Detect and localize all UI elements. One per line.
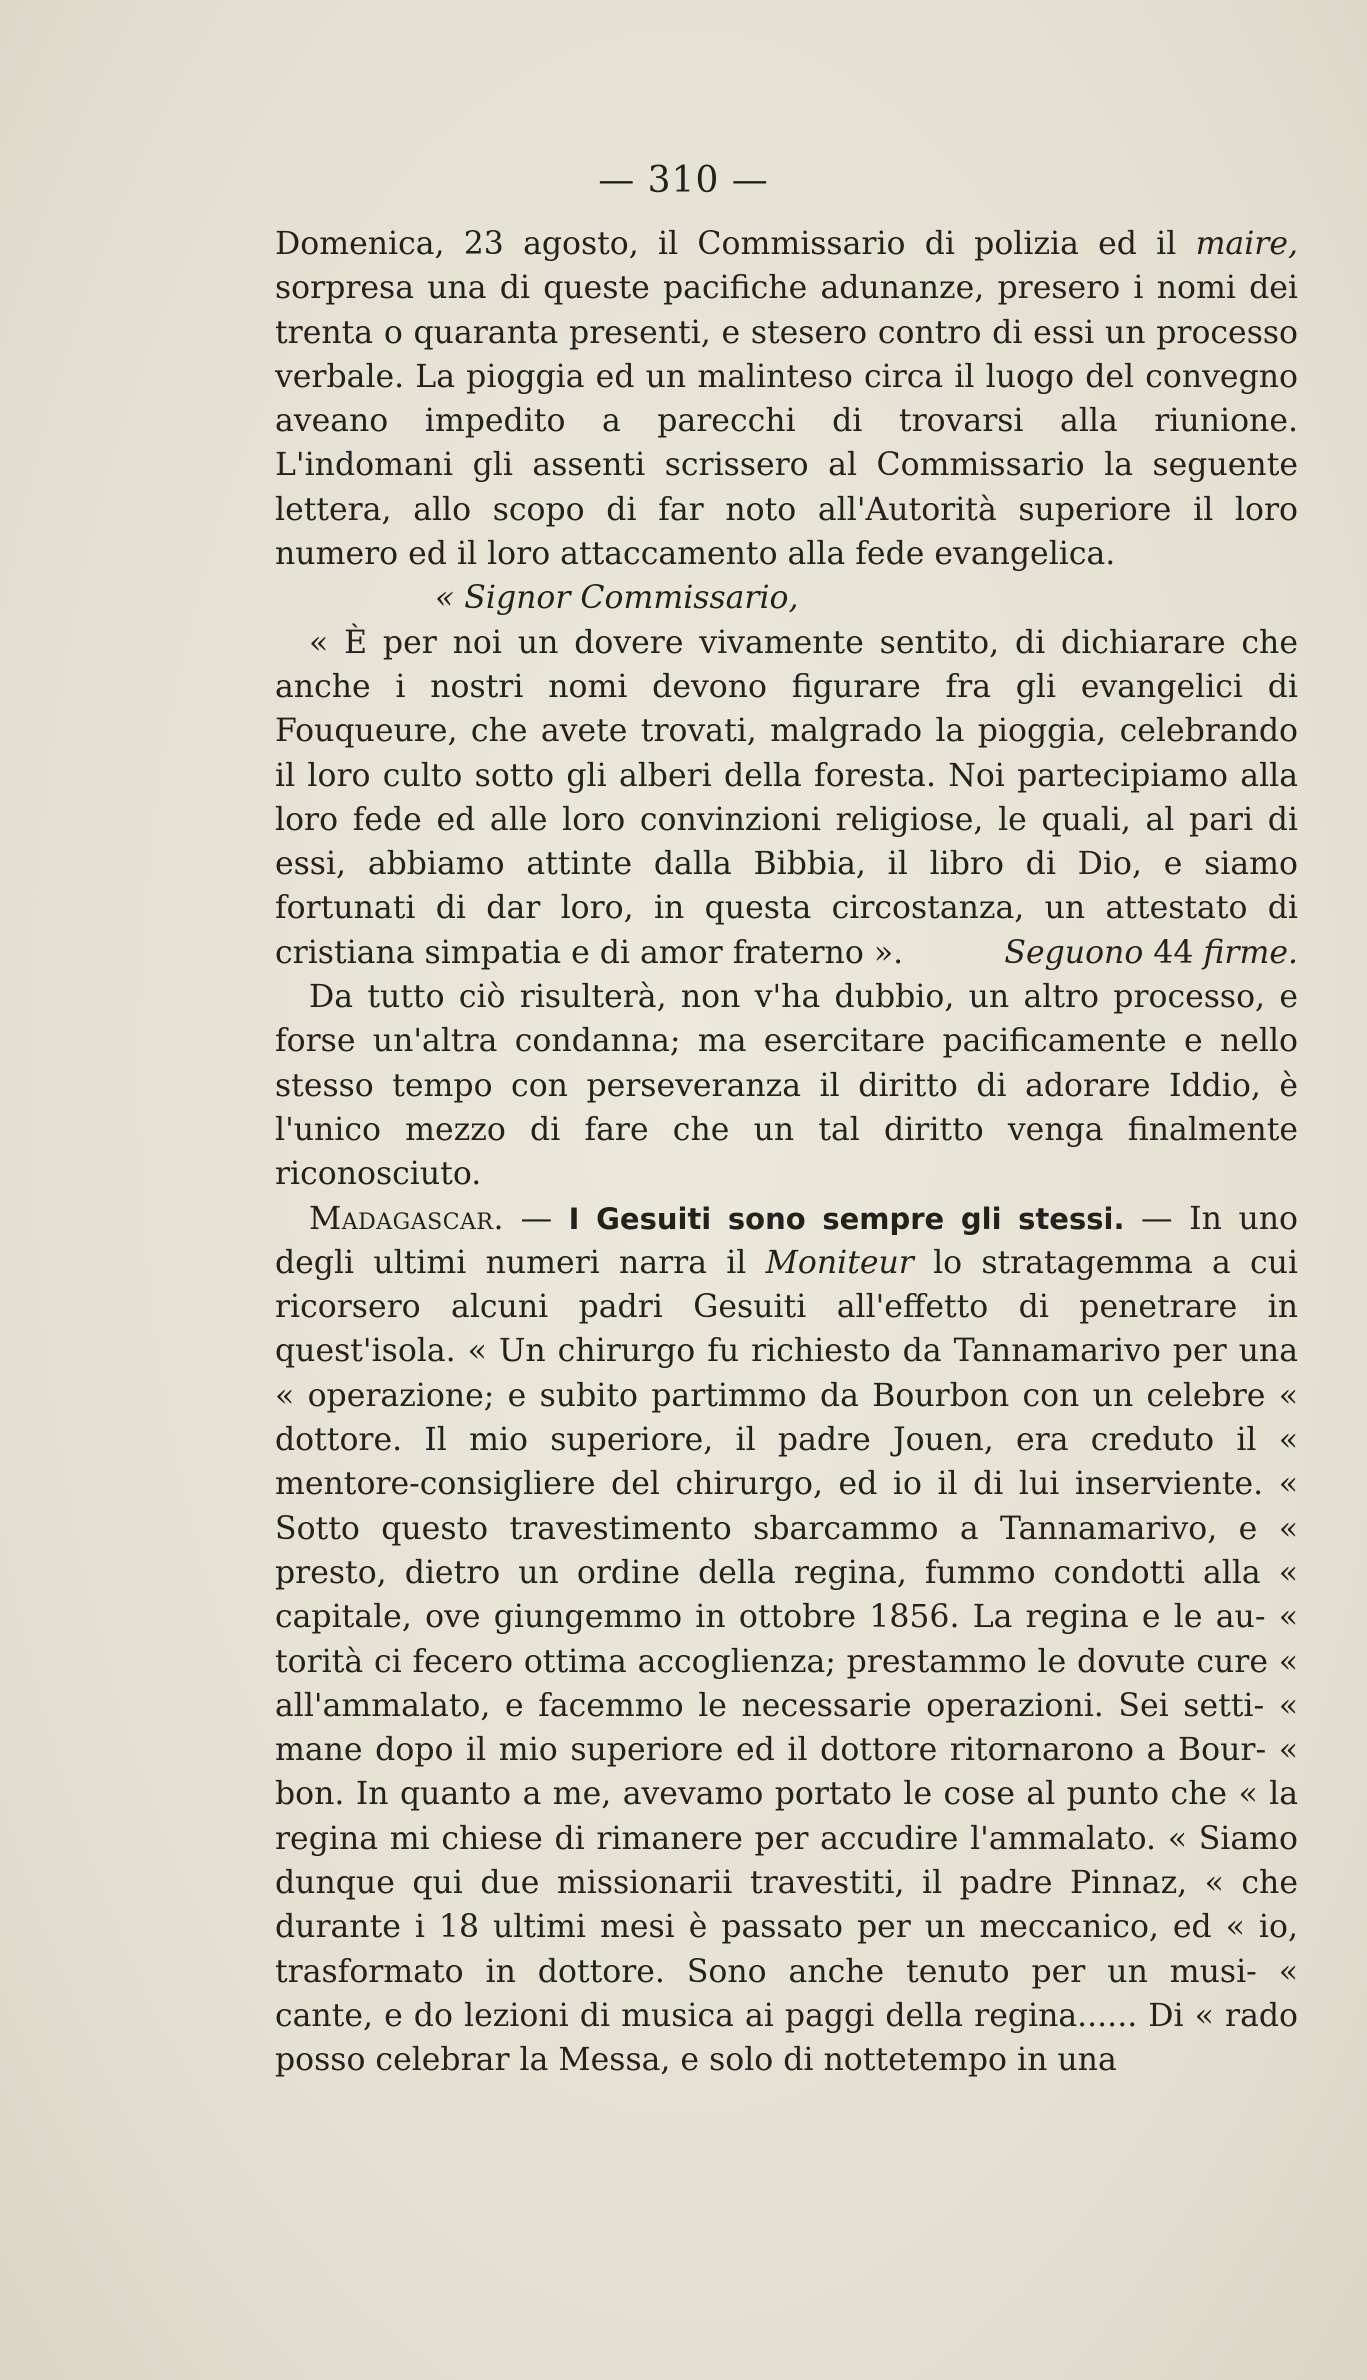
page-body xyxy=(275,222,1298,2082)
page-number: — 310 — xyxy=(598,160,769,201)
paragraph-4-text-b: lo stratagemma a cui ricorsero alcuni padri Gesuiti all'effetto di penetrare in quest'isola. « Un chirurgo fu richiesto da Tannamarivo per una « operazione; e subito partimmo da Bourbon con un celebre « dottore. Il mio superiore, il padre Jouen, era creduto il « mentore-consigliere del chirurgo, ed io il di lui inserviente. « Sotto questo travestimento sbarcammo a Tannamarivo, e « presto, dietro un ordine della regina, fummo condotti alla « capitale, ove giungemmo in ottobre 1856. La regina e le au- « torità ci fecero ottima accoglienza; prestammo le dovute cure « all'ammalato, e facemmo le necessarie operazioni. Sei setti- « mane dopo il mio superiore ed il dottore ritornarono a Bour- « bon. In quanto a me, avevamo portato le cose al punto che « la regina mi chiese di rimanere per accudire l'ammalato. « Siamo dunque qui due missionarii travestiti, il padre Pinnaz, « che durante i 18 ultimi mesi è passato per un meccanico, ed « io, trasformato in dottore. Sono anche tenuto per un musi- « cante, e do lezioni di musica ai paggi della regina...... Di « rado posso celebrar la Messa, e solo di nottetempo in una xyxy=(275,1244,1298,2079)
letter-body xyxy=(275,621,1298,975)
signature-italic: Seguono xyxy=(1004,934,1144,971)
paragraph-4-italic: Moniteur xyxy=(765,1244,914,1281)
paragraph-1-italic: maire, xyxy=(1195,226,1298,262)
paragraph-1 xyxy=(275,222,1298,576)
section-dash: — xyxy=(504,1200,569,1237)
section-title: I Gesuiti sono sempre gli stessi. xyxy=(568,1201,1125,1236)
paragraph-1-rest: sorpresa una di queste pacifiche adunanze, presero i nomi dei trenta o quaranta presenti, e stesero contro di essi un processo verbale. La pioggia ed un malinteso circa il luogo del convegno aveano impedito a parecchi di trovarsi alla riunione. L'indomani gli assenti scrissero al Commissario la seguente lettera, allo scopo di far noto all'Autorità superiore il loro numero ed il loro attaccamento alla fede evangelica. xyxy=(275,270,1298,573)
letter-signature xyxy=(970,931,1298,975)
section-place: Madagascar. xyxy=(309,1200,504,1237)
letter-salutation: « Signor Commissario, xyxy=(435,580,799,617)
paragraph-1-text: Domenica, 23 agosto, il Commissario di polizia ed il xyxy=(275,226,1196,262)
paragraph-4-text-a: In uno degli ultimi numeri narra il xyxy=(275,1200,1298,1281)
letter-text: « È per noi un dovere vivamente sentito, di dichiarare che anche i nostri nomi devono figurare fra gli evangelici di Fouqueure, che avete trovati, malgrado la pioggia, celebrando il loro culto sotto gli alberi della foresta. Noi partecipiamo alla loro fede ed alle loro convinzioni religiose, le quali, al pari di essi, abbiamo attinte dalla Bibbia, il libro di Dio, e siamo fortunati di dar loro, in questa circostanza, un attestato di cristiana simpatia e di amor fraterno ». xyxy=(275,624,1298,971)
section-dash-2: — xyxy=(1124,1200,1190,1237)
paragraph-3: Da tutto ciò risulterà, non v'ha dubbio, un altro processo, e forse un'altra condanna; ma esercitare pacificamente e nello stesso tempo con perseveranza il diritto di adorare Iddio, è l'unico mezzo di fare che un tal diritto venga finalmente riconosciuto. xyxy=(275,979,1298,1193)
signature-end: firme. xyxy=(1203,934,1298,971)
paragraph-madagascar xyxy=(275,1197,1298,2083)
signature-number: 44 xyxy=(1143,934,1204,971)
